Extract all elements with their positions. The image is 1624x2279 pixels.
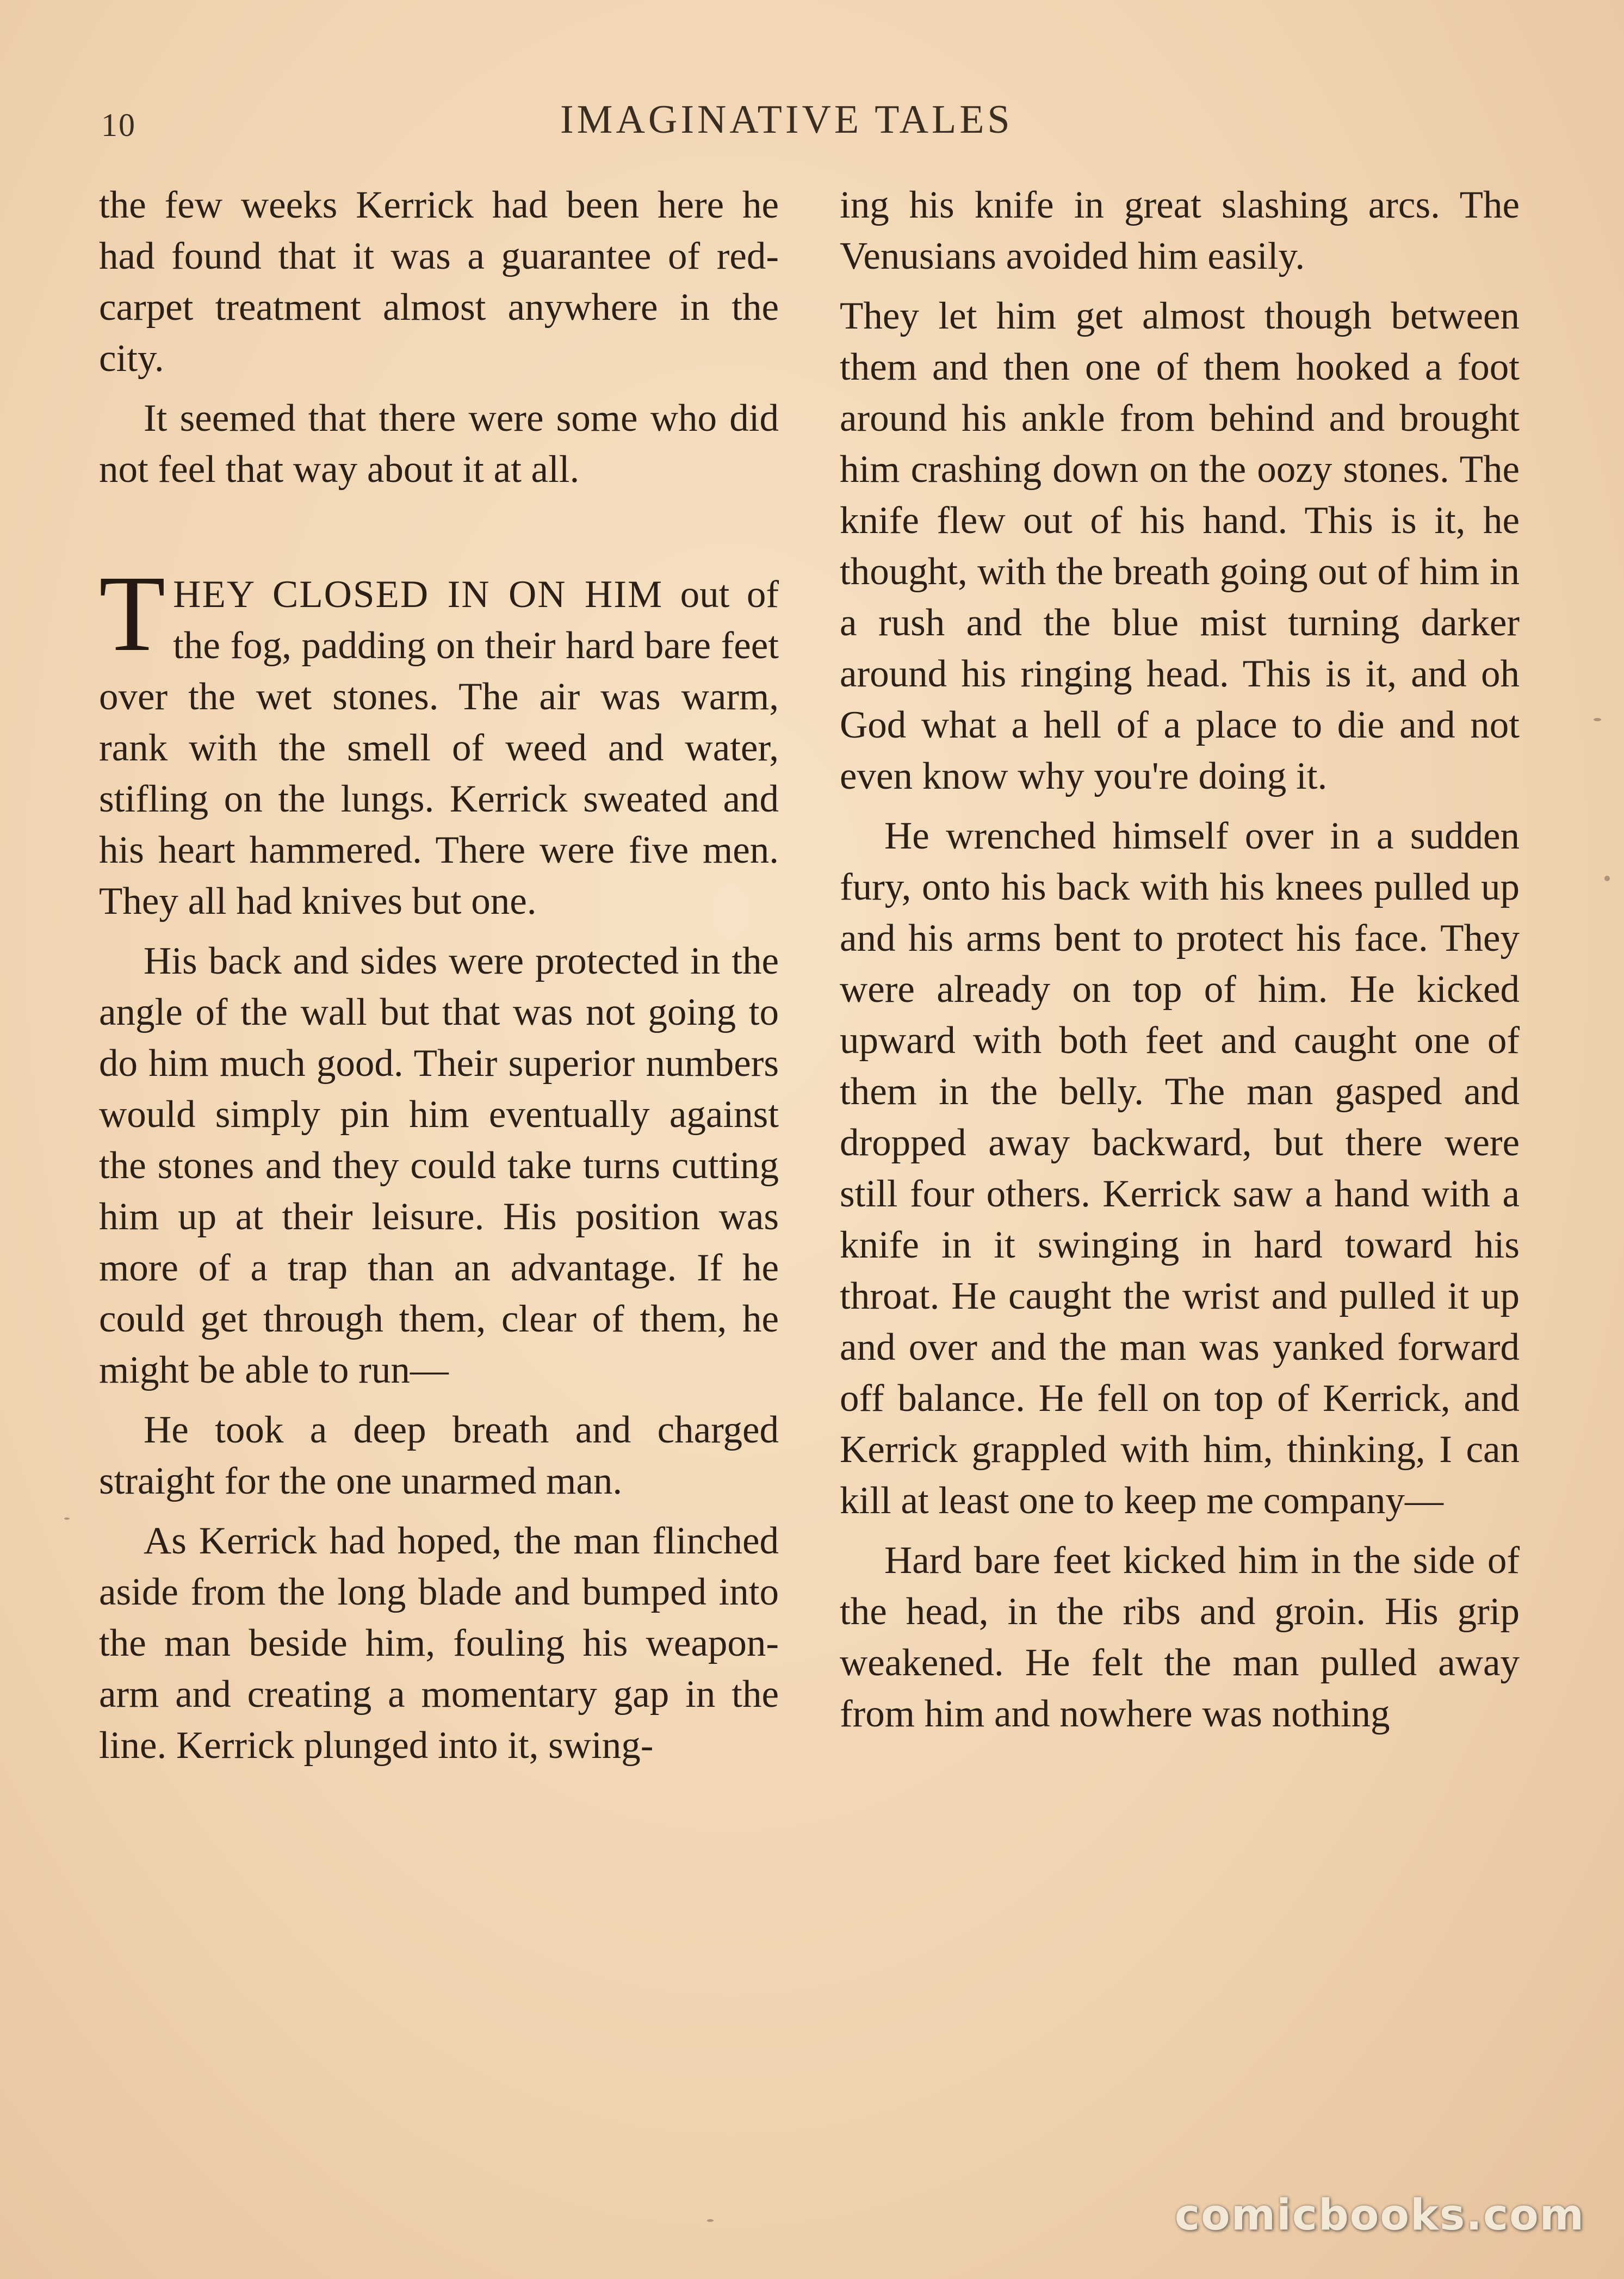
left-column (99, 179, 779, 1780)
right-column (840, 179, 1520, 1748)
paper-speck (1594, 718, 1601, 721)
left-paragraph-5: He took a deep breath and charged straight for the one unarmed man. (99, 1409, 779, 1502)
page-number: 10 (101, 107, 136, 143)
right-paragraph-1: ing his knife in great slashing arcs. The Venusians avoided him easily. (840, 184, 1520, 277)
right-paragraph-3: He wrenched himself over in a sudden fury, onto his back with his knees pulled up and his arms bent to protect his face. They were already on top of him. He kicked upward with both feet and caught one of them in the belly. The man gasped and dropped away backward, but there were still four others. Kerrick saw a hand with a knife in it swinging in hard toward his throat. He caught the wrist and pulled it up and over and the man was yanked forward off balance. He fell on top of Kerrick, and Kerrick grappled with him, thinking, I can kill at least one to keep me company— (840, 815, 1520, 1522)
section-break (99, 504, 779, 569)
paper-speck (707, 2219, 714, 2222)
right-paragraph-4: Hard bare feet kicked him in the side of the head, in the ribs and groin. His grip weakened. He felt the man pulled away from him and nowhere was nothing (840, 1539, 1520, 1735)
left-paragraph-3-text: out of the fog, padding on their hard bare feet over the wet stones. The air was warm, rank with the smell of weed and water, stifling on the lungs. Kerrick sweated and his heart hammered. There were five men. They all had knives but one. (99, 573, 779, 922)
left-paragraph-3 (99, 554, 779, 927)
left-paragraph-6: As Kerrick had hoped, the man flinched aside from the long blade and bumped into the man beside him, fouling his weapon-arm and creating a momentary gap in the line. Kerrick plunged into it, swing- (99, 1520, 779, 1767)
running-title: IMAGINATIVE TALES (560, 97, 1013, 142)
drop-cap: T (99, 554, 166, 674)
left-paragraph-2: It seemed that there were some who did not feel that way about it at all. (99, 397, 779, 491)
lead-in-caps: HEY CLOSED IN ON HIM (173, 573, 664, 616)
paper-speck (1604, 876, 1610, 881)
watermark: comicbooks.com (1174, 2191, 1585, 2240)
right-paragraph-2: They let him get almost though between them and then one of them hooked a foot around his ankle from behind and brought him crashing down on the oozy stones. The knife flew out of his hand. This is it, he thought, with the breath going out of him in a rush and the blue mist turning darker around his ringing head. This is it, and oh God what a hell of a place to die and not even know why you're doing it. (840, 295, 1520, 797)
left-paragraph-4: His back and sides were protected in the angle of the wall but that was not going to do him much good. Their superior numbers would simply pin him eventually against the stones and they could take turns cutting him up at their leisure. His position was more of a trap than an advantage. If he could get through them, clear of them, he might be able to run— (99, 940, 779, 1391)
left-paragraph-1: the few weeks Kerrick had been here he had found that it was a guarantee of red-carpet treatment almost anywhere in the city. (99, 184, 779, 380)
paper-speck (64, 1518, 70, 1520)
